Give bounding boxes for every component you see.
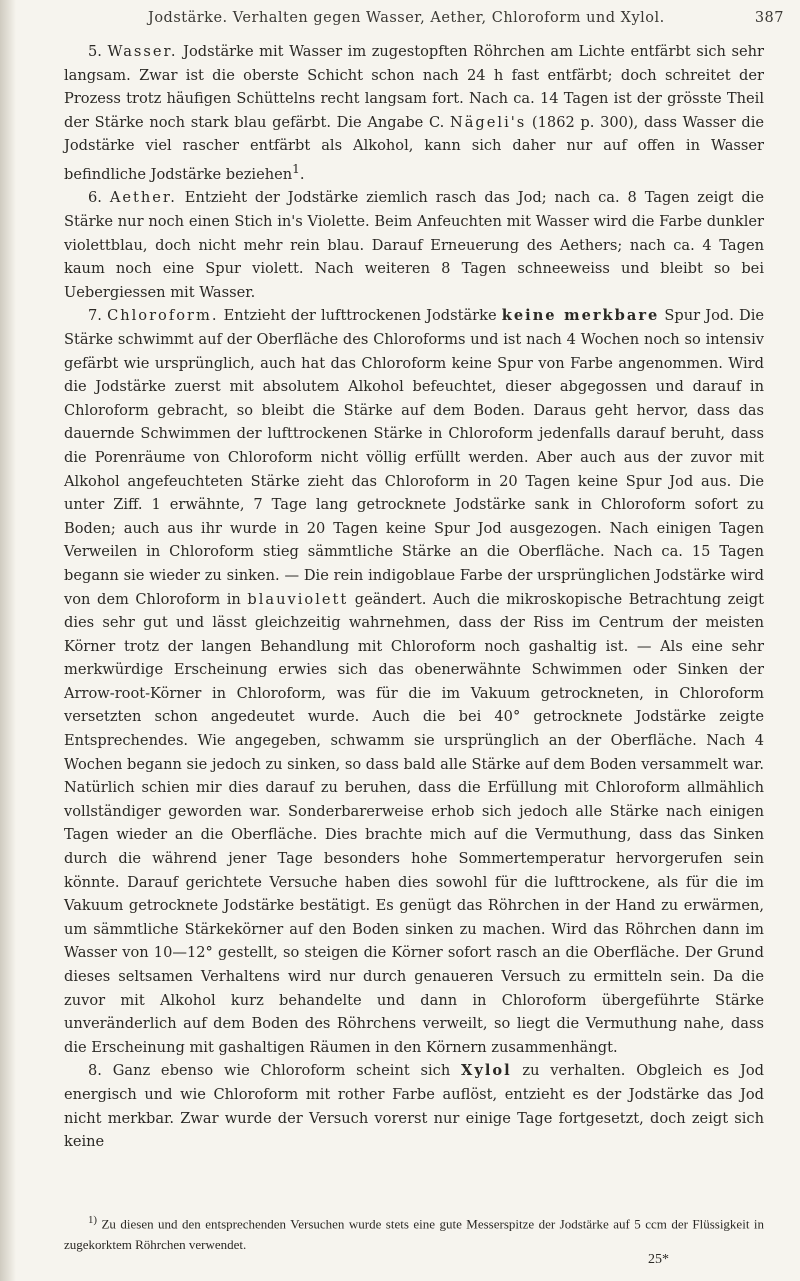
header-title: Jodstärke. Verhalten gegen Wasser, Aether, Chloroform und Xylol. <box>148 10 665 26</box>
section-term: Wasser. <box>107 43 178 60</box>
paragraph-7 <box>64 304 764 1059</box>
paragraph-5 <box>64 40 764 186</box>
section-term: Xylol <box>461 1062 512 1080</box>
page-binding-shadow <box>0 0 16 1281</box>
signature-mark: 25* <box>648 1252 669 1267</box>
author-name: Nägeli's <box>449 113 527 131</box>
running-header <box>148 10 784 26</box>
section-term: Aether. <box>109 189 177 207</box>
footnote-reference[interactable]: 1 <box>292 161 300 176</box>
paragraph-text: zu verhalten. Obgleich es Jod energisch und wie Chloroform mit rother Farbe auflöst, entzieht es der Jodstärke das Jod nicht merkbar. Zwar wurde der Versuch vorerst nur einige Tage fortgesetzt, doch zeigt sich keine <box>64 1062 765 1151</box>
paragraph-8 <box>64 1059 764 1153</box>
section-number: 6. <box>88 189 102 207</box>
section-number: 8. <box>88 1062 102 1080</box>
footnote-marker: 1) <box>88 1214 98 1226</box>
footnote-text: Zu diesen und den entsprechenden Versuchen wurde stets eine gute Messerspitze der Jodstärke auf 5 ccm der Flüssigkeit in zugekorktem Röhrchen verwendet. <box>64 1216 764 1253</box>
paragraph-text: (1862 p. 300), dass Wasser die Jodstärke viel rascher entfärbt als Alkohol, kann sich daher nur auf offen in Wasser befindliche Jodstärke beziehen <box>64 113 764 183</box>
page-number: 387 <box>754 10 784 26</box>
paragraph-6 <box>64 186 764 304</box>
paragraph-text: Entzieht der lufttrockenen Jodstärke <box>218 307 502 325</box>
paragraph-text: Jodstärke mit Wasser im zugestopften Röhrchen am Lichte entfärbt sich sehr langsam. Zwar ist die oberste Schicht schon nach 24 h fast entfärbt; doch schreitet der Prozess trotz häufigen Schüttelns recht langsam fort. Nach ca. 14 Tagen ist der grösste Theil der Stärke noch stark blau gefärbt. Die Angabe C. <box>64 43 764 131</box>
paragraph-text: Ganz ebenso wie Chloroform scheint sich <box>112 1062 451 1080</box>
paragraph-text: . <box>299 165 305 183</box>
paragraph-text: Spur Jod. Die Stärke schwimmt auf der Oberfläche des Chloroforms und ist nach 4 Wochen noch so intensiv gefärbt wie ursprünglich, auch hat das Chloroform keine Spur von Farbe angenommen. Wird die Jodstärke zuerst mit absolutem Alkohol befeuchtet, dieser abgegossen und darauf in Chloroform gebracht, so bleibt die Stärke auf dem Boden. Daraus geht hervor, dass das dauernde Schwimmen der lufttrockenen Stärke in Chloroform jedenfalls darauf beruht, dass die Porenräume von Chloroform nicht völlig erfüllt werden. Aber auch aus der zuvor mit Alkohol angefeuchteten Stärke zieht das Chloroform in 20 Tagen keine Spur Jod aus. Die unter Ziff. 1 erwähnte, 7 Tage lang getrocknete Jodstärke sank in Chloroform sofort zu Boden; auch aus ihr wurde in 20 Tagen keine Spur Jod ausgezogen. Nach einigen Tagen Verweilen in Chloroform stieg sämmtliche Stärke an die Oberfläche. Nach ca. 15 Tagen begann sie wieder zu sinken. — Die rein indigoblaue Farbe der ursprünglichen Jodstärke wird von dem Chloroform in <box>64 307 765 608</box>
paragraph-text: Entzieht der Jodstärke ziemlich rasch das Jod; nach ca. 8 Tagen zeigt die Stärke nur noch einen Stich in's Violette. Beim Anfeuchten mit Wasser wird die Farbe dunkler violettblau, doch nicht mehr rein blau. Darauf Erneuerung des Aethers; nach ca. 4 Tagen kaum noch eine Spur violett. Nach weiteren 8 Tagen schneeweiss und bleibt so bei Uebergiessen mit Wasser. <box>64 189 764 301</box>
paragraph-text: geändert. Auch die mikroskopische Betrachtung zeigt dies sehr gut und lässt gleichzeitig wahrnehmen, dass der Riss im Centrum der meisten Körner trotz der langen Behandlung mit Chloroform noch gashaltig ist. — Als eine sehr merkwürdige Erscheinung erwies sich das obenerwähnte Schwimmen oder Sinken der Arrow-root-Körner in Chloroform, was für die im Vakuum getrockneten, in Chloroform versetzten schon angedeutet wurde. Auch die bei 40° getrocknete Jodstärke zeigte Entsprechendes. Wie angegeben, schwamm sie ursprünglich an der Oberfläche. Nach 4 Wochen begann sie jedoch zu sinken, so dass bald alle Stärke auf dem Boden versammelt war. Natürlich schien mir dies darauf zu beruhen, dass die Erfüllung mit Chloroform allmählich vollständiger geworden war. Sonderbarerweise erhob sich jedoch alle Stärke nach einigen Tagen wieder an die Oberfläche. Dies brachte mich auf die Vermuthung, dass das Sinken durch die während jener Tage besonders hohe Sommertemperatur hervorgerufen sein könnte. Darauf gerichtete Versuche haben dies sowohl für die lufttrockene, als für die im Vakuum getrocknete Jodstärke bestätigt. Es genügt das Röhrchen in der Hand zu erwärmen, um sämmtliche Stärkekörner auf den Boden sinken zu machen. Wird das Röhrchen dann im Wasser von 10—12° gestellt, so steigen die Körner sofort rasch an die Oberfläche. Der Grund dieses seltsamen Verhaltens wird nur durch genaueren Versuch zu ermitteln sein. Da die zuvor mit Alkohol kurz behandelte und dann in Chloroform übergeführte Stärke unveränderlich auf dem Boden des Röhrchens verweilt, so liegt die Vermuthung nahe, dass die Erscheinung mit gashaltigen Räumen in den Körnern zusammenhängt. <box>64 590 764 1056</box>
emphasis: keine merkbare <box>501 307 660 325</box>
section-term: Chloroform. <box>107 307 219 325</box>
footnote <box>64 1210 764 1255</box>
section-number: 7. <box>88 307 102 325</box>
main-text <box>64 40 764 1154</box>
emphasis: blauviolett <box>247 590 349 608</box>
section-number: 5. <box>88 43 102 60</box>
